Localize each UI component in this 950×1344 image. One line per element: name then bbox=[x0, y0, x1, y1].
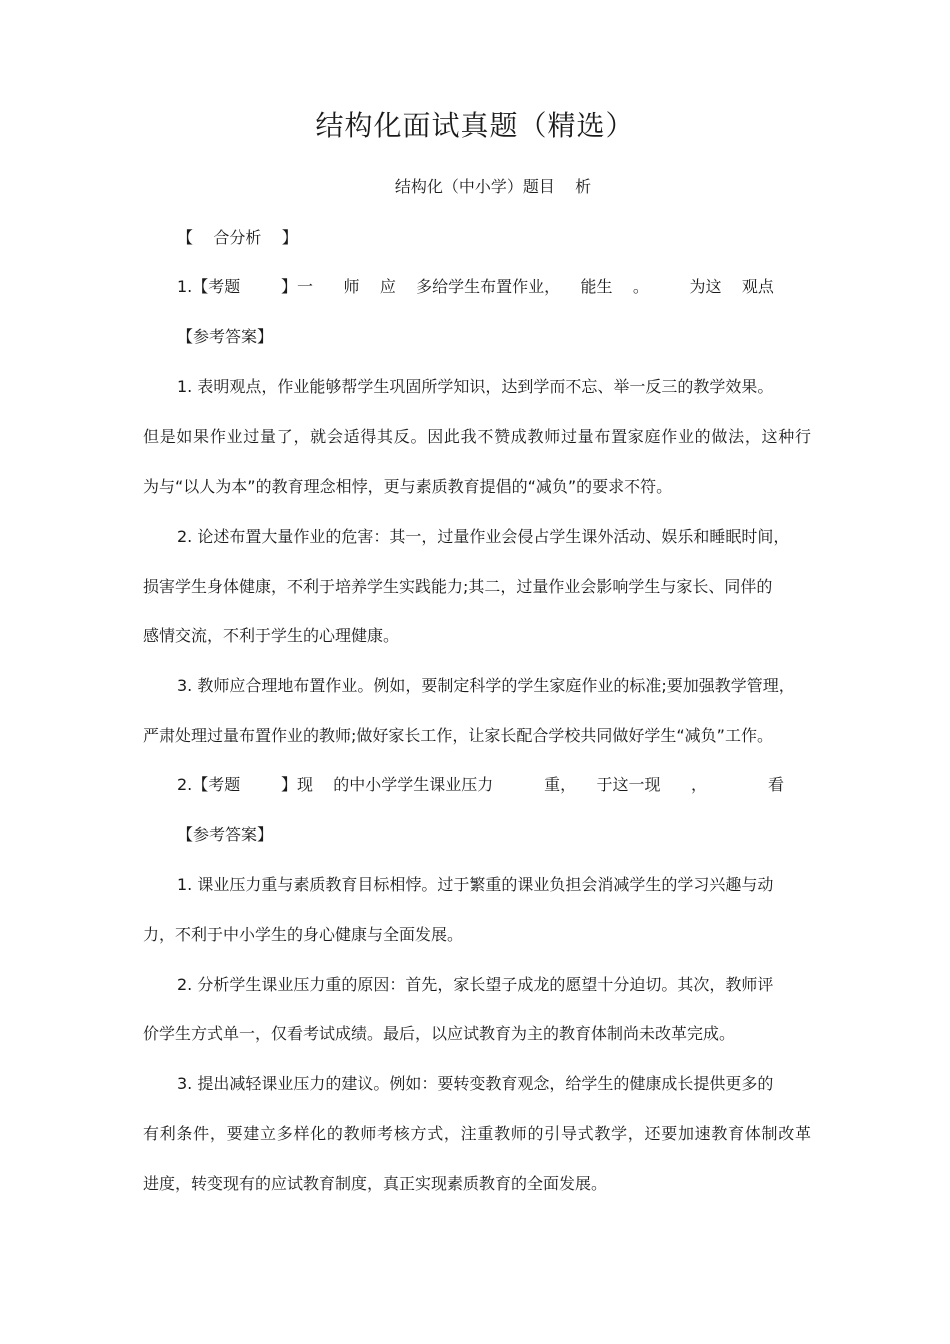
answer-2-line: 进度，转变现有的应试教育制度，真正实现素质教育的全面发展。 bbox=[143, 1174, 608, 1193]
answer-2-line: 1. 课业压力重与素质教育目标相悖。过于繁重的课业负担会消减学生的学习兴趣与动 bbox=[177, 875, 774, 894]
answer-1-line: 2. 论述布置大量作业的危害：其一，过量作业会侵占学生课外活动、娱乐和睡眠时间， bbox=[177, 527, 790, 546]
answer-2-line: 价学生方式单一，仅看考试成绩。最后，以应试教育为主的教育体制尚未改革完成。 bbox=[143, 1024, 736, 1043]
question-1-answer-label: 【参考答案】 bbox=[177, 327, 274, 346]
answer-2-line: 3. 提出减轻课业压力的建议。例如：要转变教育观念，给学生的健康成长提供更多的 bbox=[177, 1074, 774, 1093]
document-title: 结构化面试真题（精选） bbox=[315, 109, 635, 142]
section-label: 【 合分析 】 bbox=[177, 228, 298, 247]
answer-2-line: 力，不利于中小学生的身心健康与全面发展。 bbox=[143, 925, 464, 944]
answer-2-line: 2. 分析学生课业压力重的原因：首先，家长望子成龙的愿望十分迫切。其次，教师评 bbox=[177, 975, 774, 994]
answer-1-line: 但是如果作业过量了，就会适得其反。因此我不赞成教师过量布置家庭作业的做法，这种行 bbox=[143, 427, 811, 446]
question-2-answer-label: 【参考答案】 bbox=[177, 825, 274, 844]
answer-2-line: 有利条件，要建立多样化的教师考核方式，注重教师的引导式教学，还要加速教育体制改革 bbox=[143, 1124, 811, 1143]
answer-1-line: 感情交流，不利于学生的心理健康。 bbox=[143, 626, 400, 645]
question-2-prompt: 2.【考题 】现 的中小学学生课业压力 重， 于这一现 ， 看 bbox=[177, 775, 785, 794]
answer-1-line: 损害学生身体健康，不利于培养学生实践能力;其二，过量作业会影响学生与家长、同伴的 bbox=[143, 577, 773, 596]
answer-1-line: 为与“以人为本”的教育理念相悖，更与素质教育提倡的“减负”的要求不符。 bbox=[143, 477, 673, 496]
document-subtitle: 结构化（中小学）题目 析 bbox=[394, 177, 592, 196]
answer-1-line: 严肃处理过量布置作业的教师;做好家长工作，让家长配合学校共同做好学生“减负”工作。 bbox=[143, 726, 773, 745]
answer-1-line: 3. 教师应合理地布置作业。例如，要制定科学的学生家庭作业的标准;要加强教学管理， bbox=[177, 676, 795, 695]
question-1-prompt: 1.【考题 】一 师 应 多给学生布置作业， 能生 。 为这 观点 bbox=[177, 277, 774, 296]
answer-1-line: 1. 表明观点，作业能够帮学生巩固所学知识，达到学而不忘、举一反三的教学效果。 bbox=[177, 377, 774, 396]
